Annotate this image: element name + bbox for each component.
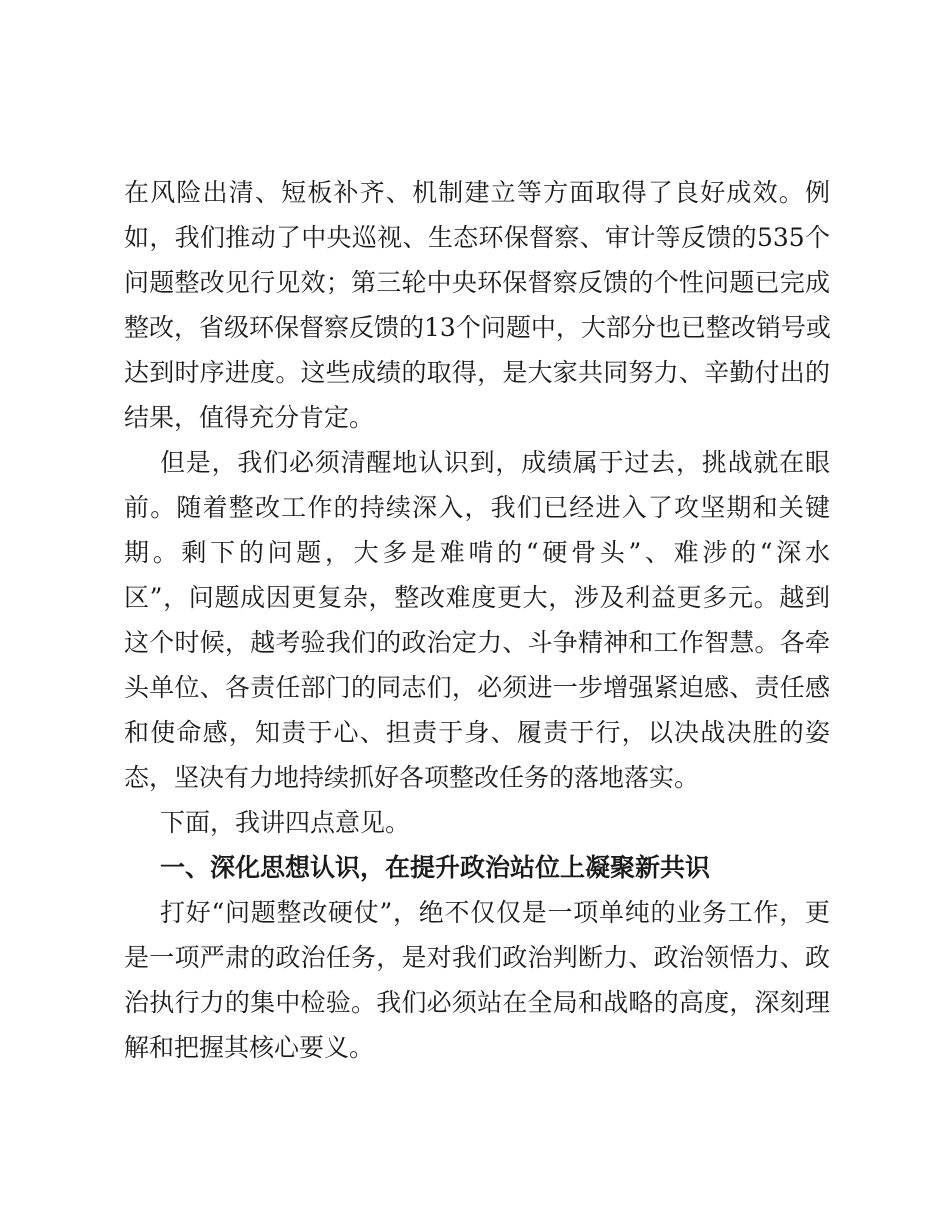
text-line: 头单位、各责任部门的同志们，必须进一步增强紧迫感、责任感	[124, 673, 830, 702]
text-line: 如，我们推动了中央巡视、生态环保督察、审计等反馈的535个	[124, 223, 830, 252]
paragraph-first-line: 但是，我们必须清醒地认识到，成绩属于过去，挑战就在眼	[160, 448, 830, 477]
text-line: 治执行力的集中检验。我们必须站在全局和战略的高度，深刻理	[124, 988, 830, 1017]
text-line: 结果，值得充分肯定。	[124, 403, 375, 432]
text-line: 这个时候，越考验我们的政治定力、斗争精神和工作智慧。各牵	[124, 628, 830, 657]
document-body	[124, 170, 830, 1070]
text-line: 在风险出清、短板补齐、机制建立等方面取得了良好成效。例	[124, 178, 830, 207]
text-line: 区”，问题成因更复杂，整改难度更大，涉及利益更多元。越到	[124, 583, 830, 612]
text-line: 态，坚决有力地持续抓好各项整改任务的落地落实。	[124, 763, 700, 792]
text-line: 前。随着整改工作的持续深入，我们已经进入了攻坚期和关键	[124, 493, 830, 522]
text-line: 和使命感，知责于心、担责于身、履责于行，以决战决胜的姿	[124, 718, 830, 747]
text-line: 问题整改见行见效；第三轮中央环保督察反馈的个性问题已完成	[124, 268, 830, 297]
text-line: 是一项严肃的政治任务，是对我们政治判断力、政治领悟力、政	[124, 943, 830, 972]
text-line: 期。剩下的问题，大多是难啃的“硬骨头”、难涉的“深水	[124, 538, 830, 567]
section-heading: 一、深化思想认识，在提升政治站位上凝聚新共识	[160, 853, 711, 882]
text-line: 达到时序进度。这些成绩的取得，是大家共同努力、辛勤付出的	[124, 358, 830, 387]
text-line: 解和把握其核心要义。	[124, 1033, 375, 1062]
text-line: 整改，省级环保督察反馈的13个问题中，大部分也已整改销号或	[124, 313, 831, 342]
paragraph-first-line: 打好“问题整改硬仗”，绝不仅仅是一项单纯的业务工作，更	[160, 898, 830, 927]
paragraph-first-line: 下面，我讲四点意见。	[160, 808, 411, 837]
